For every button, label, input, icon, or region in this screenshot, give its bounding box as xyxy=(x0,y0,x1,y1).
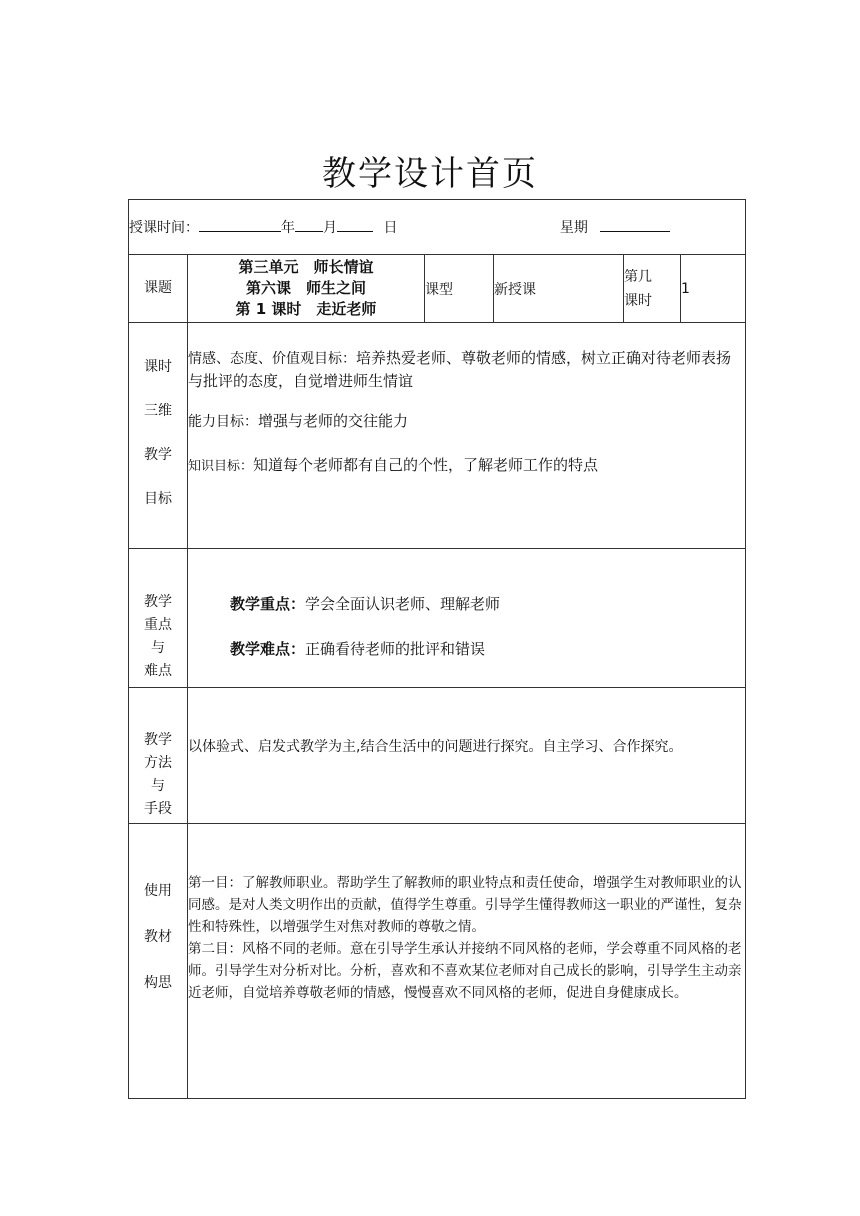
period-label-line-1: 第几 xyxy=(624,268,652,285)
key-points-label xyxy=(129,549,188,688)
ability-prefix: 能力目标： xyxy=(188,414,258,430)
day-blank[interactable] xyxy=(337,217,373,232)
weekday-label: 星期 xyxy=(559,220,588,236)
ability-text: 增强与老师的交往能力 xyxy=(258,412,409,430)
month-label: 月 xyxy=(323,220,337,236)
period-label-line-2: 课时 xyxy=(624,292,652,309)
knowledge-objective xyxy=(188,454,745,478)
key-points-label-line: 难点 xyxy=(144,663,172,679)
teaching-difficulty xyxy=(230,638,745,660)
weekday-blank[interactable] xyxy=(600,217,670,232)
type-label: 课型 xyxy=(425,255,494,323)
textbook-label-line: 构思 xyxy=(144,975,172,991)
year-blank[interactable] xyxy=(199,217,281,232)
difficulty-text: 正确看待老师的批评和错误 xyxy=(305,640,486,658)
emotion-objective xyxy=(188,347,745,392)
methods-label-line: 教学 xyxy=(144,732,172,748)
period-label xyxy=(624,255,681,323)
objectives-label-line: 目标 xyxy=(144,491,172,507)
emotion-text: 培养热爱老师、尊敬老师的情感，树立正确对待老师表扬与批评的态度，自觉增进师生情谊 xyxy=(188,349,732,390)
topic-label: 课题 xyxy=(129,255,188,323)
focus-label: 教学重点： xyxy=(230,595,306,613)
textbook-label xyxy=(129,824,188,1099)
schedule-label: 授课时间： xyxy=(129,220,199,236)
key-points-label-line: 与 xyxy=(151,640,165,656)
month-blank[interactable] xyxy=(295,217,323,232)
period-value: 1 xyxy=(681,255,746,323)
unit-title: 第三单元 师长情谊 xyxy=(238,258,374,276)
methods-label-line: 方法 xyxy=(144,755,172,771)
knowledge-prefix: 知识目标： xyxy=(188,459,254,474)
textbook-paragraph-2: 第二目：风格不同的老师。意在引导学生承认并接纳不同风格的老师，学会尊重不同风格的老师。引导学生对分析对比。分析，喜欢和不喜欢某位老师对自己成长的影响，引导学生主动亲近老师，自觉培养尊敬老师的情感，慢慢喜欢不同风格的老师，促进自身健康成长。 xyxy=(188,941,742,1001)
textbook-content xyxy=(188,824,746,1099)
objectives-label-line: 教学 xyxy=(144,447,172,463)
objectives-label-line: 课时 xyxy=(144,359,172,375)
objectives-label xyxy=(129,323,188,549)
lesson-plan-table xyxy=(128,199,746,1099)
emotion-prefix: 情感、态度、价值观目标： xyxy=(188,351,356,367)
objectives-label-line: 三维 xyxy=(144,403,172,419)
period-title: 第 1 课时 走近老师 xyxy=(235,300,377,318)
difficulty-label: 教学难点： xyxy=(230,640,306,658)
type-value: 新授课 xyxy=(494,255,624,323)
textbook-label-line: 教材 xyxy=(144,929,172,945)
schedule-row xyxy=(129,200,746,255)
methods-text: 以体验式、启发式教学为主,结合生活中的问题进行探究。自主学习、合作探究。 xyxy=(188,688,746,824)
textbook-label-line: 使用 xyxy=(144,883,172,899)
focus-text: 学会全面认识老师、理解老师 xyxy=(305,595,501,613)
day-label: 日 xyxy=(383,220,398,236)
lesson-title xyxy=(188,255,425,323)
teaching-focus xyxy=(230,593,745,615)
key-points-label-line: 教学 xyxy=(144,594,172,610)
textbook-paragraph-1: 第一目：了解教师职业。帮助学生了解教师的职业特点和责任使命，增强学生对教师职业的认同感。是对人类文明作出的贡献，值得学生尊重。引导学生懂得教师这一职业的严谨性，复杂性和特殊性，以增强学生对焦对教师的尊敬之情。 xyxy=(188,875,742,935)
key-points-label-line: 重点 xyxy=(144,617,172,633)
ability-objective xyxy=(188,410,745,433)
year-label: 年 xyxy=(281,220,295,236)
page-title: 教学设计首页 xyxy=(322,154,538,194)
key-points-content xyxy=(188,549,746,688)
methods-label-line: 手段 xyxy=(144,801,172,817)
knowledge-text: 知道每个老师都有自己的个性，了解老师工作的特点 xyxy=(253,456,599,474)
methods-label-line: 与 xyxy=(151,778,165,794)
objectives-content xyxy=(188,323,746,549)
methods-label xyxy=(129,688,188,824)
lesson-name: 第六课 师生之间 xyxy=(245,279,366,297)
